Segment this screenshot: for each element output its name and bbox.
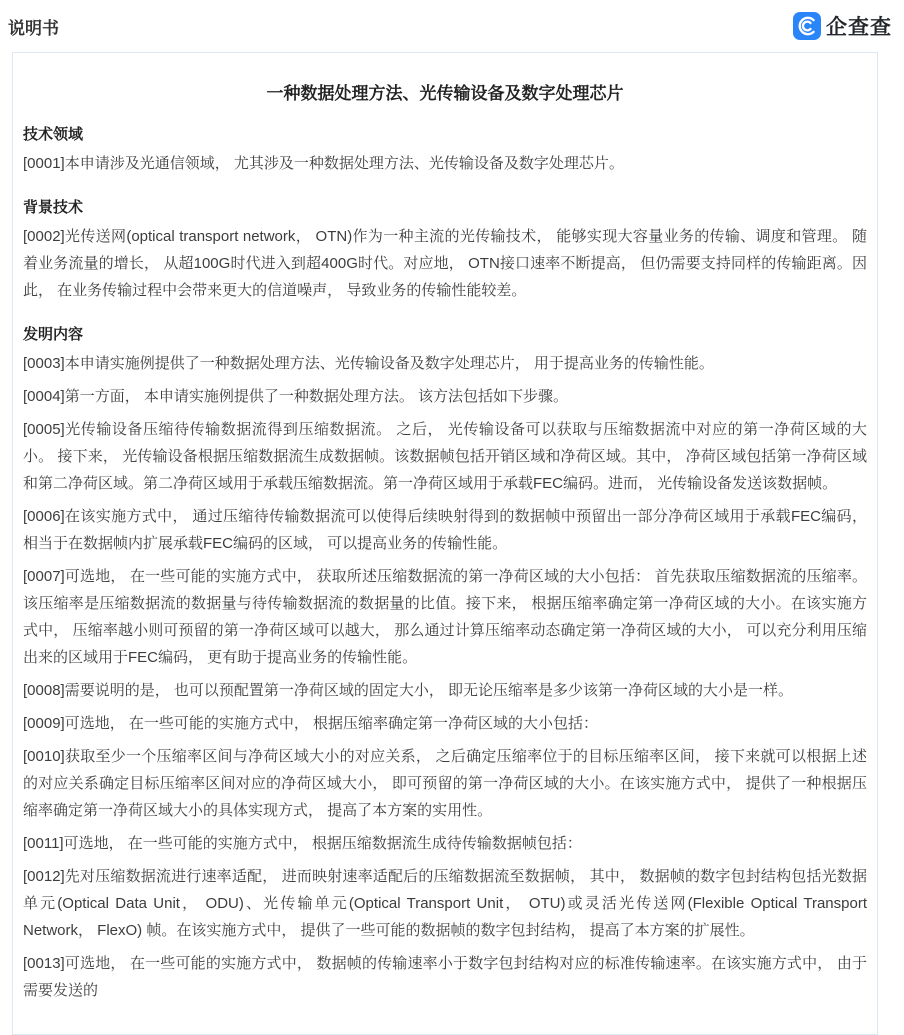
paragraph: [0009]可选地， 在一些可能的实施方式中， 根据压缩率确定第一净荷区域的大小包括： [23, 715, 599, 732]
paragraph: [0011]可选地， 在一些可能的实施方式中， 根据压缩数据流生成待传输数据帧包括： [23, 835, 582, 852]
document-body [12, 52, 878, 1035]
section-heading-2: 背景技术 [23, 199, 84, 216]
paragraph: [0013]可选地， 在一些可能的实施方式中， 数据帧的传输速率小于数字包封结构对应的标准传输速率。在该实施方式中， 由于需要发送的 [23, 955, 867, 999]
qichacha-logo[interactable] [793, 11, 892, 41]
paragraph: [0004]第一方面， 本申请实施例提供了一种数据处理方法。 该方法包括如下步骤。 [23, 388, 569, 405]
paragraph: [0012]先对压缩数据流进行速率适配， 进而映射速率适配后的压缩数据流至数据帧， 其中， 数据帧的数字包封结构包括光数据单元(Optical Data Unit， ODU)、光传输单元(Optical Transport Unit， OTU)或灵活光传送网(Flexible Optical Transport Network， FlexO) 帧。在该实施方式中， 提供了一些可能的数据帧的数字包封结构， 提高了本方案的扩展性。 [23, 868, 867, 939]
paragraph: [0008]需要说明的是， 也可以预配置第一净荷区域的固定大小， 即无论压缩率是多少该第一净荷区域的大小是一样。 [23, 682, 794, 699]
doc-type-label: 说明书 [8, 18, 59, 38]
paragraph: [0010]获取至少一个压缩率区间与净荷区域大小的对应关系， 之后确定压缩率位于的目标压缩率区间， 接下来就可以根据上述的对应关系确定目标压缩率区间对应的净荷区域大小， 即可预留的第一净荷区域的大小。在该实施方式中， 提供了一种根据压缩率确定第一净荷区域大小的具体实现方式， 提高了本方案的实用性。 [23, 748, 867, 819]
qichacha-icon [793, 12, 821, 40]
paragraph: [0002]光传送网(optical transport network， OTN)作为一种主流的光传输技术， 能够实现大容量业务的传输、调度和管理。 随着业务流量的增长， 从超100G时代进入到超400G时代。对应地， OTN接口速率不断提高， 但仍需要支持同样的传输距离。因此， 在业务传输过程中会带来更大的信道噪声， 导致业务的传输性能较差。 [23, 228, 867, 299]
section-heading-3: 发明内容 [23, 326, 84, 343]
sections-container [23, 123, 867, 1004]
paragraph: [0006]在该实施方式中， 通过压缩待传输数据流可以使得后续映射得到的数据帧中预留出一部分净荷区域用于承载FEC编码， 相当于在数据帧内扩展承载FEC编码的区域， 可以提高业务的传输性能。 [23, 508, 867, 552]
paragraph: [0001]本申请涉及光通信领域， 尤其涉及一种数据处理方法、光传输设备及数字处理芯片。 [23, 155, 624, 172]
page-header [0, 0, 904, 52]
paragraph: [0005]光传输设备压缩待传输数据流得到压缩数据流。 之后， 光传输设备可以获取与压缩数据流中对应的第一净荷区域的大小。 接下来， 光传输设备根据压缩数据流生成数据帧。该数据帧包括开销区域和净荷区域。其中， 净荷区域包括第一净荷区域和第二净荷区域。第二净荷区域用于承载压缩数据流。第一净荷区域用于承载FEC编码。进而， 光传输设备发送该数据帧。 [23, 421, 867, 492]
paragraph: [0003]本申请实施例提供了一种数据处理方法、光传输设备及数字处理芯片， 用于提高业务的传输性能。 [23, 355, 714, 372]
patent-title: 一种数据处理方法、光传输设备及数字处理芯片 [266, 84, 624, 103]
paragraph: [0007]可选地， 在一些可能的实施方式中， 获取所述压缩数据流的第一净荷区域的大小包括： 首先获取压缩数据流的压缩率。该压缩率是压缩数据流的数据量与待传输数据流的数据量的比值。接下来， 根据压缩率确定第一净荷区域的大小。在该实施方式中， 压缩率越小则可预留的第一净荷区域可以越大， 那么通过计算压缩率动态确定第一净荷区域的大小， 可以充分利用压缩出来的区域用于FEC编码， 更有助于提高业务的传输性能。 [23, 568, 867, 666]
section-heading-1: 技术领域 [23, 126, 84, 143]
logo-text: 企查查 [826, 16, 892, 39]
